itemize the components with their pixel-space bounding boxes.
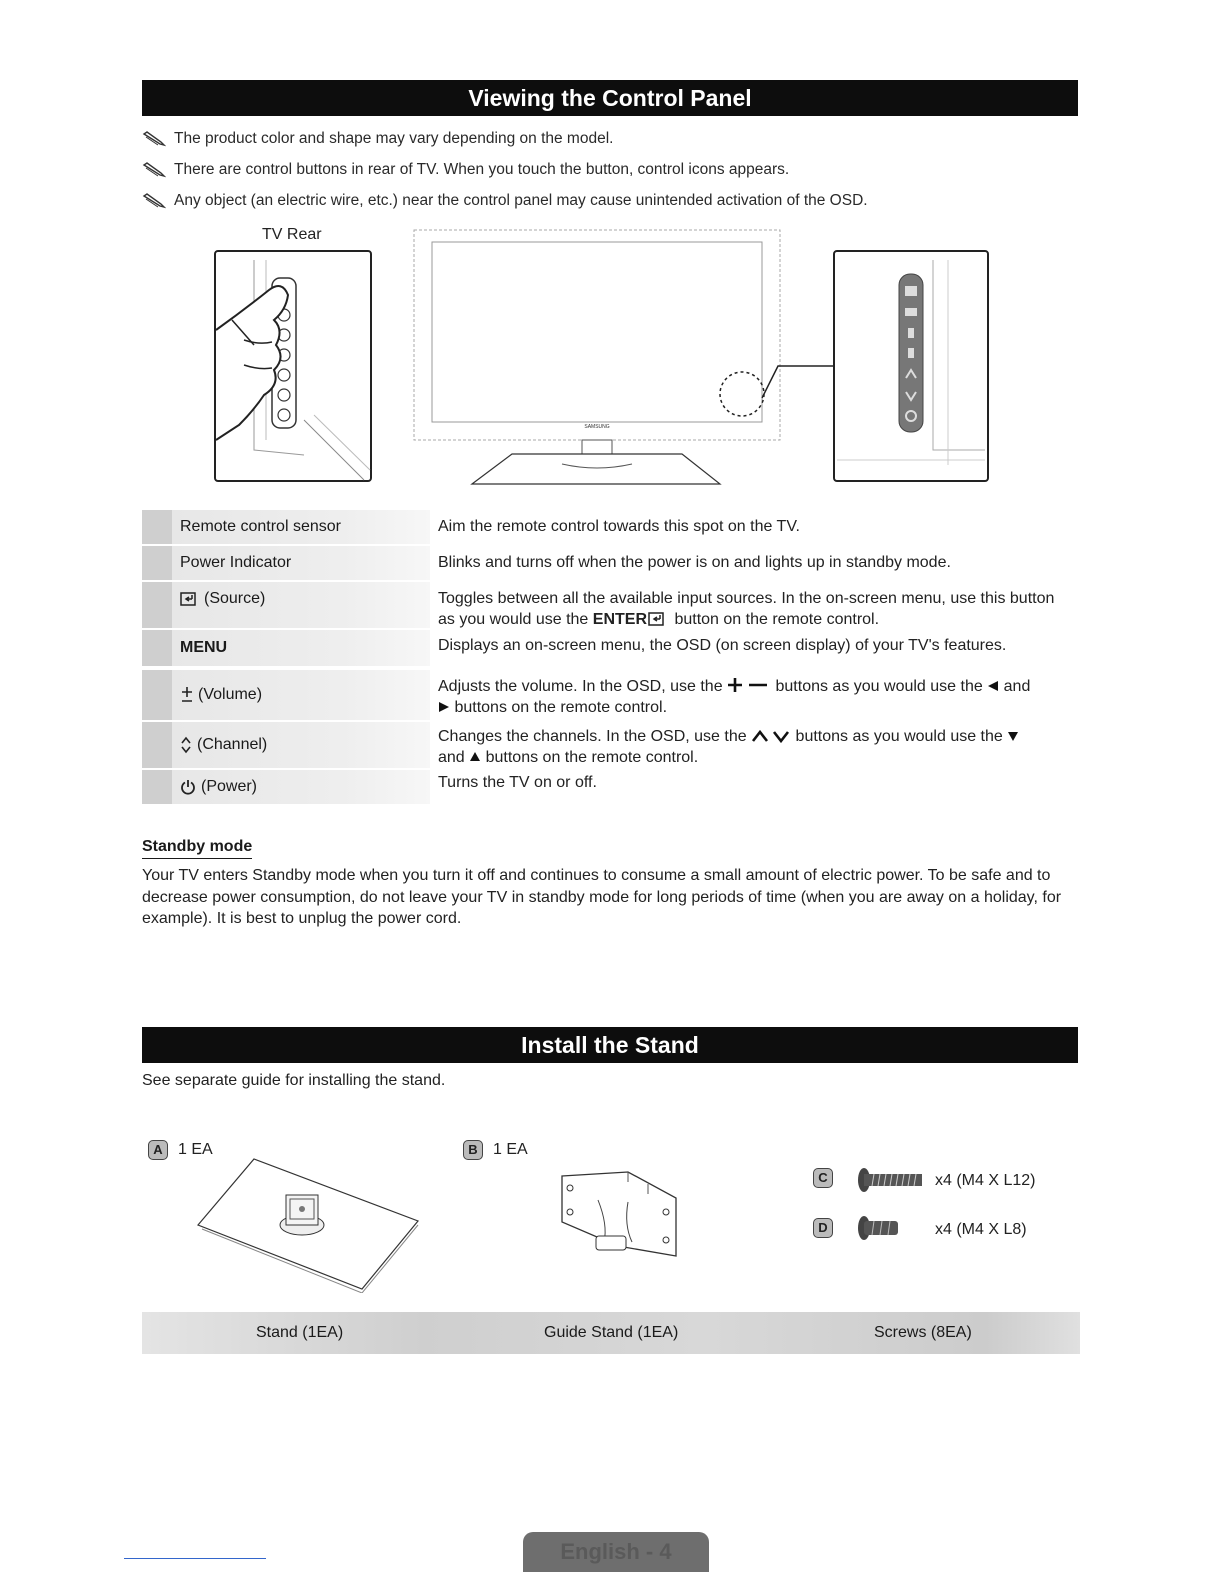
control-name: (Source) — [204, 590, 266, 607]
parts-bar-guide-stand: Guide Stand (1EA) — [544, 1324, 679, 1341]
down-triangle-icon — [1007, 730, 1019, 742]
control-desc — [438, 726, 1068, 768]
note-1 — [142, 130, 613, 148]
part-c-label — [813, 1168, 843, 1188]
stand-base-illustration — [196, 1155, 420, 1293]
control-row-volume — [142, 670, 1072, 720]
parts-bar-stand: Stand (1EA) — [256, 1324, 344, 1341]
control-desc-part: buttons as you would use the — [795, 728, 1003, 745]
note-3-text: Any object (an electric wire, etc.) near the control panel may cause unintended activation of the OSD. — [174, 192, 868, 209]
tv-front-illustration — [412, 228, 784, 486]
control-desc-part: button on the remote control. — [674, 611, 880, 628]
control-desc-part: and — [1003, 678, 1031, 695]
control-row-remote-sensor — [142, 510, 1072, 544]
control-name-cell — [142, 770, 430, 804]
tv-rear-label: TV Rear — [262, 226, 322, 243]
control-desc — [438, 676, 1068, 718]
part-badge: A — [148, 1140, 168, 1160]
note-2 — [142, 161, 789, 179]
part-badge: D — [813, 1218, 833, 1238]
control-desc: Turns the TV on or off. — [438, 774, 597, 791]
control-desc-part: buttons on the remote control. — [485, 749, 699, 766]
screw-short-icon — [856, 1214, 902, 1242]
control-name: Remote control sensor — [142, 510, 430, 544]
pencil-note-icon — [142, 131, 166, 147]
parts-bar-screws: Screws (8EA) — [874, 1324, 972, 1341]
part-d-label — [813, 1218, 843, 1238]
channel-up-down-icon — [180, 736, 192, 754]
control-desc-part: buttons as you would use the — [775, 678, 983, 695]
footer-rule — [124, 1558, 266, 1559]
power-icon — [180, 779, 196, 795]
note-2-text: There are control buttons in rear of TV. When you touch the button, control icons appears. — [174, 161, 790, 178]
standby-text: Your TV enters Standby mode when you turn it off and continues to consume a small amount of electric power. To be safe and to decrease power consumption, do not leave your TV in standby mode for long periods of time (when you are away on a holiday, for example). It is best to unplug the power cord. — [142, 867, 1062, 927]
up-down-chevron-icon — [751, 729, 791, 743]
page-label: English - 4 — [523, 1532, 709, 1572]
control-name: MENU — [142, 630, 430, 666]
screw-c-spec: x4 (M4 X L12) — [935, 1172, 1036, 1189]
control-desc-part: and — [438, 749, 465, 766]
control-row-menu — [142, 630, 1072, 666]
control-panel-title: Viewing the Control Panel — [142, 80, 1078, 116]
control-name: Power Indicator — [142, 546, 430, 580]
guide-stand-illustration — [558, 1170, 680, 1262]
note-3 — [142, 192, 868, 210]
control-row-source — [142, 582, 1072, 628]
left-arrow-icon — [987, 680, 999, 692]
part-badge: B — [463, 1140, 483, 1160]
control-row-power-indicator — [142, 546, 1072, 580]
control-desc — [438, 588, 1068, 630]
control-name: (Channel) — [197, 736, 268, 753]
screw-d-spec: x4 (M4 X L8) — [935, 1221, 1027, 1238]
part-qty: 1 EA — [178, 1141, 213, 1158]
control-name: (Volume) — [198, 686, 263, 703]
tv-brand-text: SAMSUNG — [584, 424, 610, 430]
control-desc: Displays an on-screen menu, the OSD (on screen display) of your TV's features. — [438, 637, 1007, 654]
control-name-cell — [142, 582, 430, 628]
part-badge: C — [813, 1168, 833, 1188]
parts-summary-bar — [142, 1312, 1080, 1354]
control-desc: Blinks and turns off when the power is on and lights up in standby mode. — [438, 554, 951, 571]
up-triangle-icon — [469, 751, 481, 763]
pencil-note-icon — [142, 162, 166, 178]
screw-long-icon — [856, 1166, 926, 1194]
connector-line — [760, 360, 836, 400]
part-qty: 1 EA — [493, 1141, 528, 1158]
pencil-note-icon — [142, 193, 166, 209]
tv-rear-hand-illustration — [214, 250, 372, 482]
control-panel-closeup — [833, 250, 989, 482]
plus-minus-icon — [727, 677, 771, 693]
install-stand-title: Install the Stand — [142, 1027, 1078, 1063]
note-1-text: The product color and shape may vary depending on the model. — [174, 130, 614, 147]
control-name-cell — [142, 722, 430, 768]
volume-plus-minus-icon — [180, 686, 194, 704]
right-arrow-icon — [438, 701, 450, 713]
standby-heading: Standby mode — [142, 838, 252, 859]
control-desc-part: Adjusts the volume. In the OSD, use the — [438, 678, 723, 695]
control-desc-part: Toggles between all the available input sources. In the on-screen menu, use this button as you would use the — [438, 590, 1055, 628]
control-desc-part: buttons on the remote control. — [454, 699, 668, 716]
control-desc-part: Changes the channels. In the OSD, use the — [438, 728, 747, 745]
control-name-cell — [142, 670, 430, 720]
control-name: (Power) — [201, 778, 258, 795]
control-row-power — [142, 770, 1072, 804]
control-row-channel — [142, 722, 1072, 768]
enter-icon — [648, 612, 666, 626]
stand-note: See separate guide for installing the stand. — [142, 1072, 446, 1089]
source-icon — [180, 592, 198, 606]
enter-label: ENTER — [592, 611, 648, 628]
part-b-label — [463, 1140, 528, 1160]
control-desc: Aim the remote control towards this spot on the TV. — [438, 518, 800, 535]
